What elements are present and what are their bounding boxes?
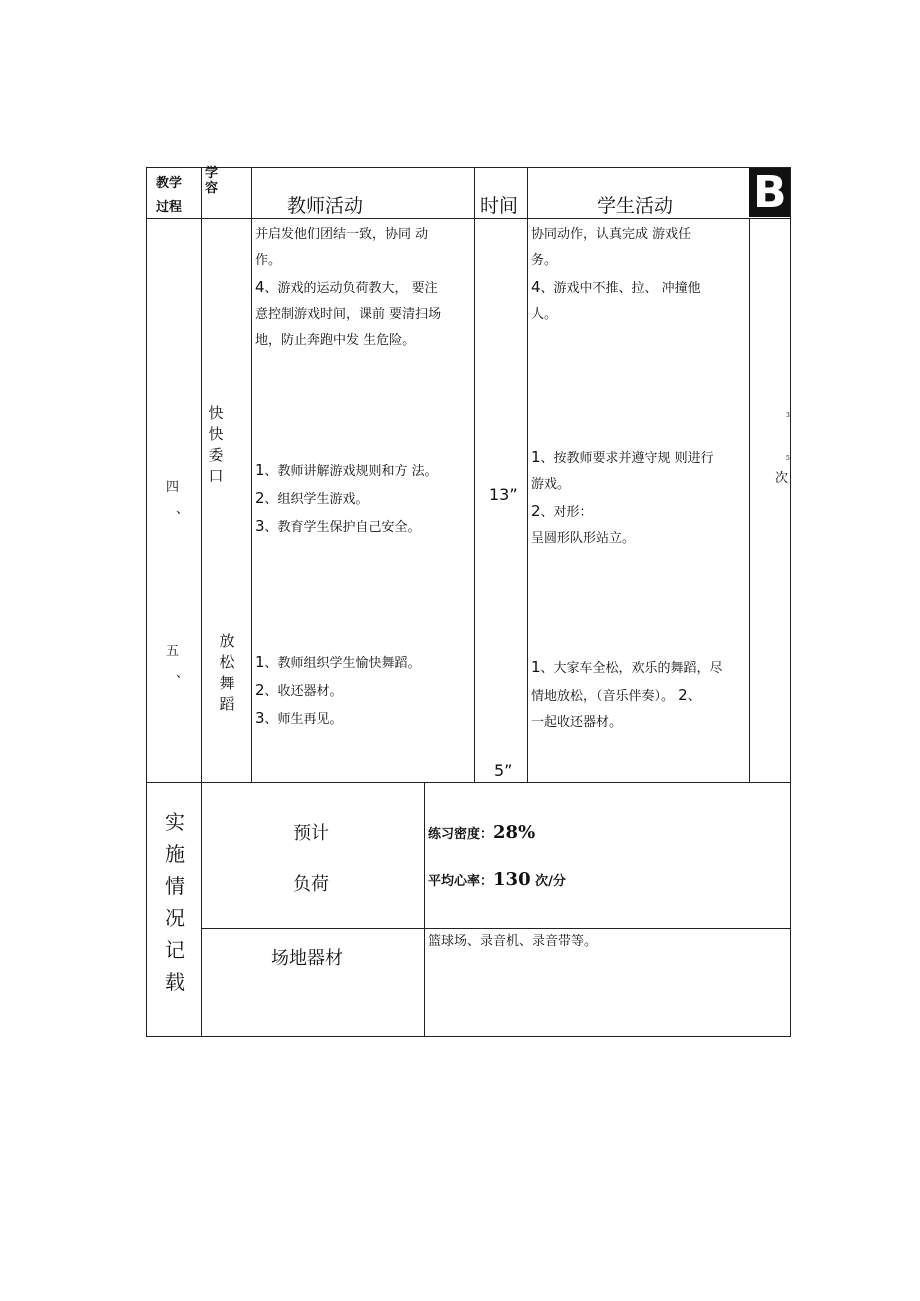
section-five: 五 bbox=[166, 644, 180, 659]
teacher-note4-line3: 地，防止奔跑中发 生危险。 bbox=[255, 333, 416, 348]
note4-number: 4 bbox=[531, 278, 541, 296]
relax-name-char: 舞 bbox=[219, 674, 235, 692]
record-title-char: 记 bbox=[165, 938, 185, 962]
step-number: 2 bbox=[255, 489, 265, 507]
record-title bbox=[162, 806, 188, 998]
col-line-content bbox=[251, 167, 252, 783]
header-teacher: 教师活动 bbox=[287, 195, 364, 217]
student-game-steps bbox=[531, 444, 749, 552]
col-line-time bbox=[527, 167, 528, 783]
step-text: 、师生再见。 bbox=[264, 712, 343, 727]
student-note4-text: 、游戏中不推、拉、 冲撞他 bbox=[540, 281, 701, 296]
load-label: 负荷 bbox=[293, 874, 329, 895]
student-game-step2 bbox=[531, 498, 749, 526]
student-intro bbox=[531, 222, 749, 328]
record-title-char: 载 bbox=[165, 970, 185, 994]
col-line-process bbox=[201, 167, 202, 1037]
student-relax-step1-cont bbox=[531, 682, 749, 710]
step-text: 情地放松，（音乐伴奏）。 bbox=[531, 689, 675, 704]
teacher-game-steps bbox=[255, 457, 473, 541]
student-game-step1 bbox=[531, 444, 749, 472]
record-title-char: 况 bbox=[165, 906, 185, 930]
header-bottom-border bbox=[146, 218, 791, 219]
student-relax-step2-cont: 一起收还器材。 bbox=[531, 715, 623, 730]
step-number: 2 bbox=[531, 502, 541, 520]
step-number: 1 bbox=[255, 461, 265, 479]
teacher-relax-step2 bbox=[255, 677, 473, 705]
step-text: 、大家车全松，欢乐的舞蹈，尽 bbox=[540, 661, 723, 676]
step-number: 2 bbox=[255, 681, 265, 699]
student-relax-steps bbox=[531, 654, 749, 736]
step-text: 、收还器材。 bbox=[264, 684, 343, 699]
header-content: 学容 bbox=[205, 166, 219, 196]
student-game-step1-cont: 游戏。 bbox=[531, 477, 571, 492]
teacher-intro bbox=[255, 222, 473, 354]
density-value: 28% bbox=[493, 822, 536, 843]
record-col-line bbox=[424, 782, 425, 1037]
student-intro-line1: 协同动作，认真完成 游戏任 bbox=[531, 227, 692, 242]
step-text: 、教师讲解游戏规则和方 法。 bbox=[264, 464, 438, 479]
header-process: 教学过程 bbox=[156, 176, 183, 215]
density-row bbox=[428, 822, 535, 843]
teacher-note4-text: 、游戏的运动负荷教大， 要注 bbox=[264, 281, 438, 296]
density-label: 练习密度： bbox=[428, 827, 494, 842]
record-mid-line bbox=[201, 928, 791, 929]
teacher-relax-steps bbox=[255, 649, 473, 733]
teacher-note4-line2: 意控制游戏时间，课前 要清扫场 bbox=[255, 307, 442, 322]
col-line-student bbox=[749, 218, 750, 783]
teacher-relax-step1 bbox=[255, 649, 473, 677]
step-text: 、教育学生保护自己安全。 bbox=[264, 520, 421, 535]
relax-name-char: 蹈 bbox=[219, 695, 235, 713]
header-student: 学生活动 bbox=[597, 195, 674, 217]
record-title-char: 施 bbox=[165, 842, 185, 866]
step-text: 、 bbox=[687, 689, 701, 704]
step-number: 1 bbox=[531, 448, 541, 466]
heartrate-unit: 次/分 bbox=[535, 874, 566, 889]
step-number: 2 bbox=[678, 686, 688, 704]
step-number: 3 bbox=[255, 709, 265, 727]
venue-label: 场地器材 bbox=[271, 948, 343, 969]
teacher-game-step3 bbox=[255, 513, 473, 541]
teacher-game-step2 bbox=[255, 485, 473, 513]
teacher-intro-line2: 作。 bbox=[255, 253, 282, 268]
note4-number: 4 bbox=[255, 278, 265, 296]
game-name-char: 快 bbox=[208, 404, 224, 422]
col-line-teacher bbox=[474, 167, 475, 783]
teacher-game-step1 bbox=[255, 457, 473, 485]
section-four: 四 bbox=[166, 480, 180, 495]
step-number: 1 bbox=[255, 653, 265, 671]
teacher-intro-line1: 并启发他们团结一致，协同 动 bbox=[255, 227, 429, 242]
section-divider bbox=[146, 782, 791, 783]
game-name bbox=[206, 403, 226, 487]
relax-name bbox=[217, 631, 237, 715]
time-relax: 5” bbox=[494, 761, 513, 780]
extra-mark-b: 5 bbox=[786, 455, 790, 462]
student-relax-step1 bbox=[531, 654, 749, 682]
game-name-char: 快 bbox=[208, 425, 224, 443]
step-number: 3 bbox=[255, 517, 265, 535]
game-name-char: 口 bbox=[208, 467, 224, 485]
table-bottom-border bbox=[146, 1036, 791, 1037]
step-text: 、按教师要求并遵守规 则进行 bbox=[540, 451, 714, 466]
student-intro-line2: 务。 bbox=[531, 253, 558, 268]
record-title-char: 实 bbox=[165, 810, 185, 834]
teacher-note4-line1 bbox=[255, 274, 473, 302]
step-text: 、教师组织学生愉快舞蹈。 bbox=[264, 656, 421, 671]
student-game-step2-cont: 呈圆形队形站立。 bbox=[531, 531, 636, 546]
section-four-mark: 、 bbox=[176, 502, 190, 517]
heartrate-row bbox=[428, 869, 566, 890]
relax-name-char: 松 bbox=[219, 653, 235, 671]
record-title-char: 情 bbox=[165, 874, 185, 898]
header-time: 时间 bbox=[480, 195, 519, 217]
game-name-char: 委 bbox=[208, 446, 224, 464]
extra-times: 次 bbox=[775, 471, 789, 486]
section-five-mark: 、 bbox=[176, 666, 190, 681]
student-note4-line2: 人。 bbox=[531, 307, 558, 322]
heartrate-value: 130 bbox=[493, 869, 531, 890]
extra-mark-a: 3 bbox=[786, 412, 790, 419]
right-border bbox=[790, 167, 791, 1037]
venue-value: 篮球场、录音机、录音带等。 bbox=[428, 934, 598, 949]
forecast-label: 预计 bbox=[293, 823, 329, 844]
step-text: 、对形： bbox=[540, 505, 593, 520]
heartrate-label: 平均心率： bbox=[428, 874, 494, 889]
left-border bbox=[146, 167, 147, 1037]
table-top-border bbox=[146, 167, 791, 168]
relax-name-char: 放 bbox=[219, 632, 235, 650]
step-number: 1 bbox=[531, 658, 541, 676]
teacher-relax-step3 bbox=[255, 705, 473, 733]
time-game: 13” bbox=[489, 485, 518, 504]
header-extra-block: B bbox=[749, 168, 790, 217]
student-note4-line1 bbox=[531, 274, 749, 302]
step-text: 、组织学生游戏。 bbox=[264, 492, 369, 507]
